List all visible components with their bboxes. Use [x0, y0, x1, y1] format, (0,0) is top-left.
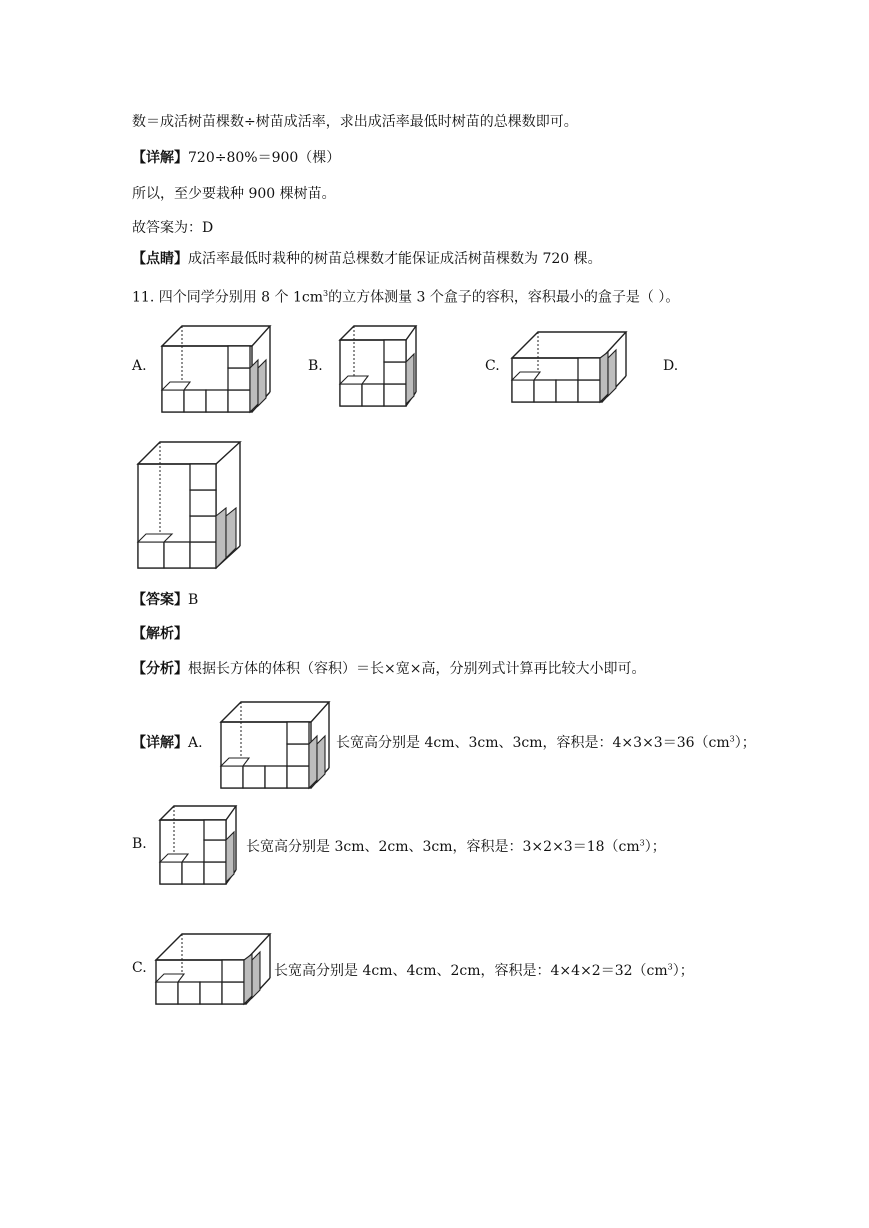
comment-tag: 【点睛】	[132, 251, 188, 267]
answer-value: B	[188, 592, 199, 608]
analysis-tag: 【解析】	[132, 626, 188, 642]
fenxi-tag: 【分析】	[132, 661, 188, 677]
detail-c-line	[274, 960, 694, 980]
detail-text: 720÷80%＝900（棵）	[188, 150, 341, 166]
question-11	[132, 284, 679, 308]
question-11-sup: 3	[323, 289, 329, 298]
detail-c-sup: 3	[667, 962, 673, 972]
fenxi-line	[132, 659, 645, 679]
detail-a-prefix	[132, 732, 203, 752]
comment-text: 成活率最低时栽种的树苗总棵数才能保证成活树苗棵数为 720 棵。	[188, 251, 602, 267]
detail-a-line	[336, 732, 756, 752]
detail-b-text: 长宽高分别是 3cm、2cm、3cm，容积是：3×2×3＝18（cm	[246, 839, 640, 855]
fenxi-text: 根据长方体的体积（容积）＝长×宽×高，分别列式计算再比较大小即可。	[188, 661, 646, 677]
option-b-label: B.	[308, 358, 323, 374]
detail-a-tag: 【详解】	[132, 735, 188, 751]
answer-line: 故答案为：D	[132, 220, 214, 236]
comment-line	[132, 249, 602, 269]
question-11-pre: 11. 四个同学分别用 8 个 1cm	[132, 289, 323, 306]
detail-b-box-figure	[158, 804, 240, 886]
option-a-box-figure	[160, 324, 274, 414]
detail-a-box-figure	[219, 700, 331, 790]
option-d-box-figure	[136, 440, 242, 570]
option-d-label: D.	[663, 358, 679, 374]
solution-line-1: 数＝成活树苗棵数÷树苗成活率，求出成活率最低时树苗的总棵数即可。	[132, 114, 578, 130]
answer-block	[132, 590, 198, 610]
detail-a-tail: ）；	[734, 735, 756, 751]
detail-b-tail: ）；	[644, 839, 666, 855]
detail-c-box-figure	[154, 932, 272, 1006]
detail-a-sup: 3	[729, 734, 735, 744]
detail-tag: 【详解】	[132, 150, 188, 166]
detail-b-line	[246, 836, 666, 856]
question-11-post: 的立方体测量 3 个盒子的容积，容积最小的盒子是（ ）。	[328, 289, 680, 306]
option-c-box-figure	[510, 330, 628, 404]
detail-a-label: A.	[188, 735, 203, 751]
detail-c-label: C.	[132, 960, 147, 976]
detail-line	[132, 148, 340, 168]
option-b-box-figure	[338, 324, 418, 410]
option-a-label: A.	[132, 358, 147, 374]
detail-b-label: B.	[132, 836, 147, 852]
detail-c-tail: ）；	[672, 963, 694, 979]
detail-b-sup: 3	[639, 838, 645, 848]
detail-a-text: 长宽高分别是 4cm、3cm、3cm，容积是：4×3×3＝36（cm	[336, 735, 730, 751]
conclusion-line: 所以，至少要栽种 900 棵树苗。	[132, 186, 336, 202]
option-c-label: C.	[485, 358, 500, 374]
answer-tag: 【答案】	[132, 592, 188, 608]
detail-c-text: 长宽高分别是 4cm、4cm、2cm，容积是：4×4×2＝32（cm	[274, 963, 668, 979]
